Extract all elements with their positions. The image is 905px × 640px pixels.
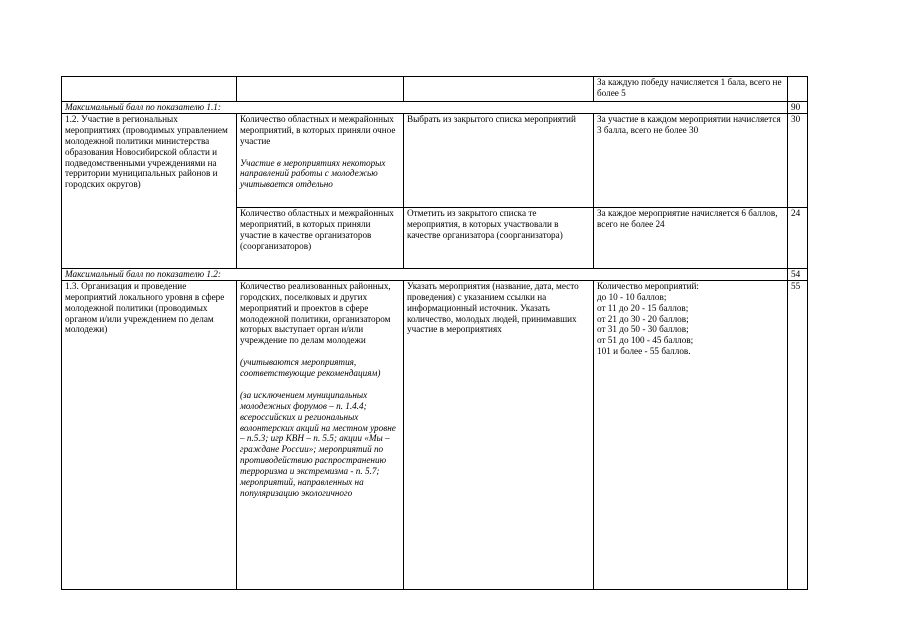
indicator-name: 1.2. Участие в региональных мероприятиях (проводимых управлением молодежной политики министерства образования Новосибирской области и подведомственными учреждениями на территории муниципальных районов и городских округов) [62,113,237,268]
max-score-row [62,268,808,280]
criteria-table [61,76,808,590]
scoring-cell: За каждое мероприятие начисляется 6 баллов, всего не более 24 [594,207,788,268]
criterion-exclusions: (за исключением муниципальных молодежных форумов – п. 1.4.4; всероссийских и региональных волонтерских акций на местном уровне – п.5.3; игр КВН – п. 5.5; акции «Мы – граждане России»; мероприятий по противодействию распространению терроризма и экстремизма - п. 5.7; мероприятий, направленных на популяризацию экологичного [240,389,396,498]
table-cell [62,77,237,102]
max-score-row [62,102,808,114]
table-row [62,280,808,589]
table-row [62,77,808,102]
scoring-cell: За каждую победу начисляется 1 бала, всего не более 5 [594,77,788,102]
criterion-cell [237,113,404,207]
criterion-text: Количество областных и межрайонных мероприятий, в которых приняли очное участие [240,113,396,146]
criterion-note: (учитываются мероприятия, соответствующие рекомендациям) [240,357,381,379]
scoring-line: от 51 до 100 - 45 баллов; [597,335,694,346]
max-cell: 55 [788,280,808,589]
max-cell: 30 [788,113,808,207]
table-cell [788,77,808,102]
input-method-cell: Указать мероприятия (название, дата, место проведения) с указанием ссылки на информационный источник. Указать количество, молодых людей, принимавших участие в мероприятиях [404,280,594,589]
max-score-label: Максимальный балл по показателю 1.1: [62,102,788,114]
scoring-line: до 10 - 10 баллов; [597,291,667,302]
criterion-cell: Количество областных и межрайонных мероприятий, в которых приняли участие в качестве организаторов (соорганизаторов) [237,207,404,268]
max-score-label: Максимальный балл по показателю 1.2: [62,268,788,280]
scoring-line: от 11 до 20 - 15 баллов; [597,302,689,313]
scoring-line: от 21 до 30 - 20 баллов; [597,313,689,324]
table-cell [404,77,594,102]
max-score-value: 54 [788,268,808,280]
criterion-note: Участие в мероприятиях некоторых направлений работы с молодежью учитывается отдельно [240,157,386,190]
input-method-cell: Выбрать из закрытого списка мероприятий [404,113,594,207]
input-method-cell: Отметить из закрытого списка те мероприятия, в которых участвовали в качестве организатора (соорганизатора) [404,207,594,268]
scoring-line: 101 и более - 55 баллов. [597,346,691,357]
scoring-cell: За участие в каждом мероприятии начисляется 3 балла, всего не более 30 [594,113,788,207]
max-score-value: 90 [788,102,808,114]
table-row [62,113,808,207]
table-cell [237,77,404,102]
criterion-text: Количество реализованных районных, городских, поселковых и других мероприятий и проектов в сфере молодежной политики, организатором которых выступает орган и/или учреждение по делам молодежи [240,280,391,346]
scoring-cell [594,280,788,589]
scoring-line: Количество мероприятий: [597,280,699,291]
criterion-cell [237,280,404,589]
scoring-line: от 31 до 50 - 30 баллов; [597,324,689,335]
indicator-name: 1.3. Организация и проведение мероприятий локального уровня в сфере молодежной политики (проводимых органом и/или учреждением по делам молодежи) [62,280,237,589]
max-cell: 24 [788,207,808,268]
